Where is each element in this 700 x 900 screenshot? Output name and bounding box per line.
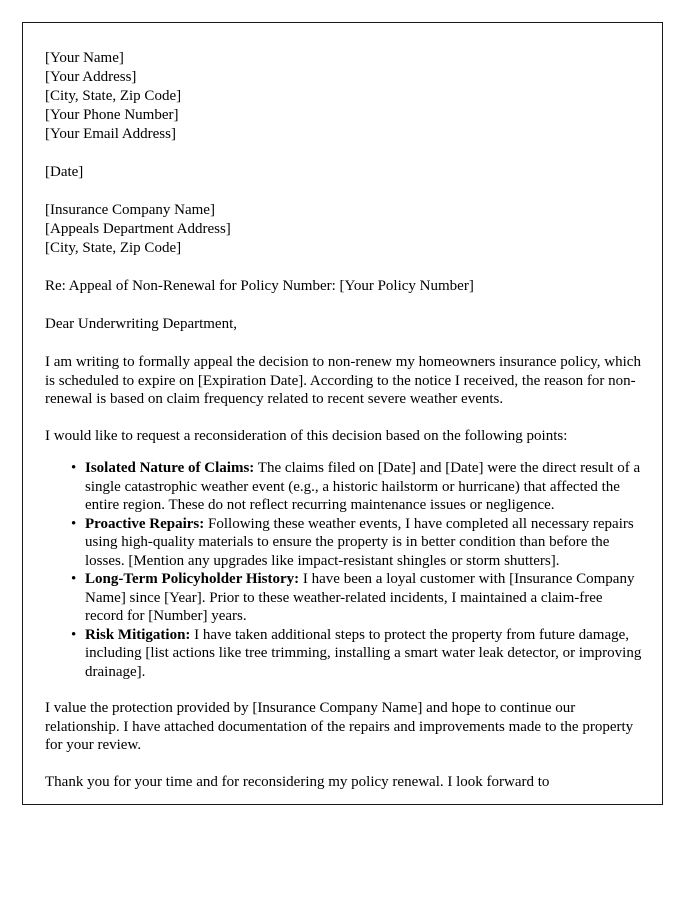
- recipient-department-address: [Appeals Department Address]: [45, 221, 231, 237]
- value-paragraph: I value the protection provided by [Insurance Company Name] and hope to continue our relationship. I have attached documentation of the repairs and improvements made to the property for your review.: [45, 700, 634, 753]
- sender-address-block: [45, 49, 642, 144]
- point-text: Following these weather events, I have completed all necessary repairs using high-quality materials to ensure the property is in better condition than before the losses. [Mention any upgrades like impact-resistant shingles or storm shutters].: [85, 515, 634, 569]
- list-item: [45, 515, 642, 571]
- point-label: Long-Term Policyholder History:: [85, 571, 300, 587]
- point-label: Isolated Nature of Claims:: [85, 460, 255, 476]
- list-item: [45, 459, 642, 515]
- list-item: [45, 626, 642, 682]
- spacer-after-date: [45, 182, 642, 201]
- spacer-after-sender: [45, 144, 642, 163]
- point-label: Risk Mitigation:: [85, 626, 191, 643]
- opening-paragraph: I am writing to formally appeal the decision to non-renew my homeowners insurance policy, which is scheduled to expire on [Expiration Date]. According to the notice I received, the reason for non-renewal is based on claim frequency related to recent severe weather events.: [45, 354, 641, 407]
- sender-name: [Your Name]: [45, 50, 124, 66]
- spacer-after-subject: [45, 296, 642, 315]
- request-paragraph: I would like to request a reconsideration of this decision based on the following points:: [45, 427, 568, 444]
- spacer-after-salutation: [45, 334, 642, 353]
- appeal-points-list: [45, 459, 642, 681]
- date-line: [Date]: [45, 164, 84, 180]
- point-text: The claims filed on [Date] and [Date] were the direct result of a single catastrophic weather event (e.g., a historic hailstorm or hurricane) that affected the entire region. These do not reflect recurring maintenance issues or negligence.: [85, 460, 641, 513]
- subject-line: Re: Appeal of Non-Renewal for Policy Number: [Your Policy Number]: [45, 278, 474, 294]
- spacer-after-recipient: [45, 258, 642, 277]
- bullet-icon: •: [71, 515, 77, 532]
- bullet-icon: •: [71, 460, 77, 476]
- point-text: I have taken additional steps to protect the property from future damage, including [list actions like tree trimming, installing a smart water leak detector, or improving drainage].: [85, 626, 642, 680]
- sender-email-address: [Your Email Address]: [45, 126, 176, 142]
- sender-phone-number: [Your Phone Number]: [45, 107, 179, 123]
- closing-paragraph: Thank you for your time and for reconsidering my policy renewal. I look forward to: [45, 773, 550, 790]
- point-text: I have been a loyal customer with [Insurance Company Name] since [Year]. Prior to these weather-related incidents, I maintained a claim-free record for [Number] years.: [85, 571, 635, 624]
- bullet-icon: •: [71, 626, 77, 643]
- list-item: [45, 570, 642, 626]
- recipient-city-state-zip: [City, State, Zip Code]: [45, 240, 182, 256]
- recipient-address-block: [45, 201, 642, 258]
- letter-page: [22, 22, 663, 805]
- salutation: Dear Underwriting Department,: [45, 316, 238, 332]
- letter-body: [23, 23, 662, 791]
- point-label: Proactive Repairs:: [85, 515, 205, 532]
- recipient-company-name: [Insurance Company Name]: [45, 202, 215, 218]
- sender-street-address: [Your Address]: [45, 69, 137, 85]
- sender-city-state-zip: [City, State, Zip Code]: [45, 88, 182, 104]
- bullet-icon: •: [71, 571, 77, 587]
